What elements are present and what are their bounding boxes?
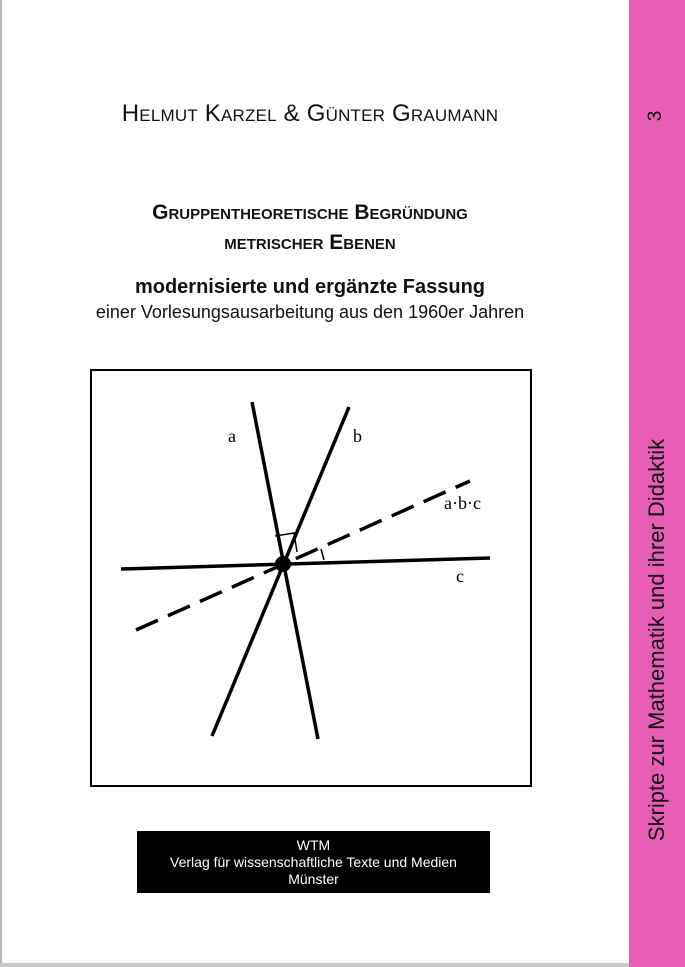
series-number: 3	[645, 110, 666, 122]
subtitle-secondary: einer Vorlesungsausarbeitung aus den 1960er Jahren	[95, 302, 525, 322]
lines-diagram	[92, 371, 530, 785]
publisher-box	[137, 831, 490, 893]
publisher-full-name: Verlag für wissenschaftliche Texte und Medien	[170, 854, 457, 870]
intersection-point	[275, 556, 291, 572]
title-line-1: Gruppentheoretische Begründung	[152, 201, 468, 224]
cover-edge-bottom	[0, 963, 629, 967]
line-abc	[136, 481, 470, 630]
label-b: b	[353, 426, 362, 446]
subtitle: modernisierte und ergänzte Fassung	[134, 276, 486, 298]
publisher-city: Münster	[288, 871, 339, 887]
label-c: c	[456, 566, 464, 586]
label-a: a	[228, 426, 236, 446]
label-abc: a·b·c	[444, 493, 481, 513]
title-line-2: metrischer Ebenen	[224, 231, 396, 254]
publisher-name: WTM	[296, 837, 331, 853]
geometry-figure	[90, 369, 532, 787]
series-title: Skripte zur Mathematik und ihrer Didaktik	[644, 438, 669, 842]
book-title	[0, 198, 620, 258]
authors: Helmut Karzel & Günter Graumann	[121, 100, 499, 127]
right-angle-mark-2	[321, 549, 324, 560]
line-c	[121, 558, 490, 569]
cover-edge-left	[0, 0, 2, 967]
